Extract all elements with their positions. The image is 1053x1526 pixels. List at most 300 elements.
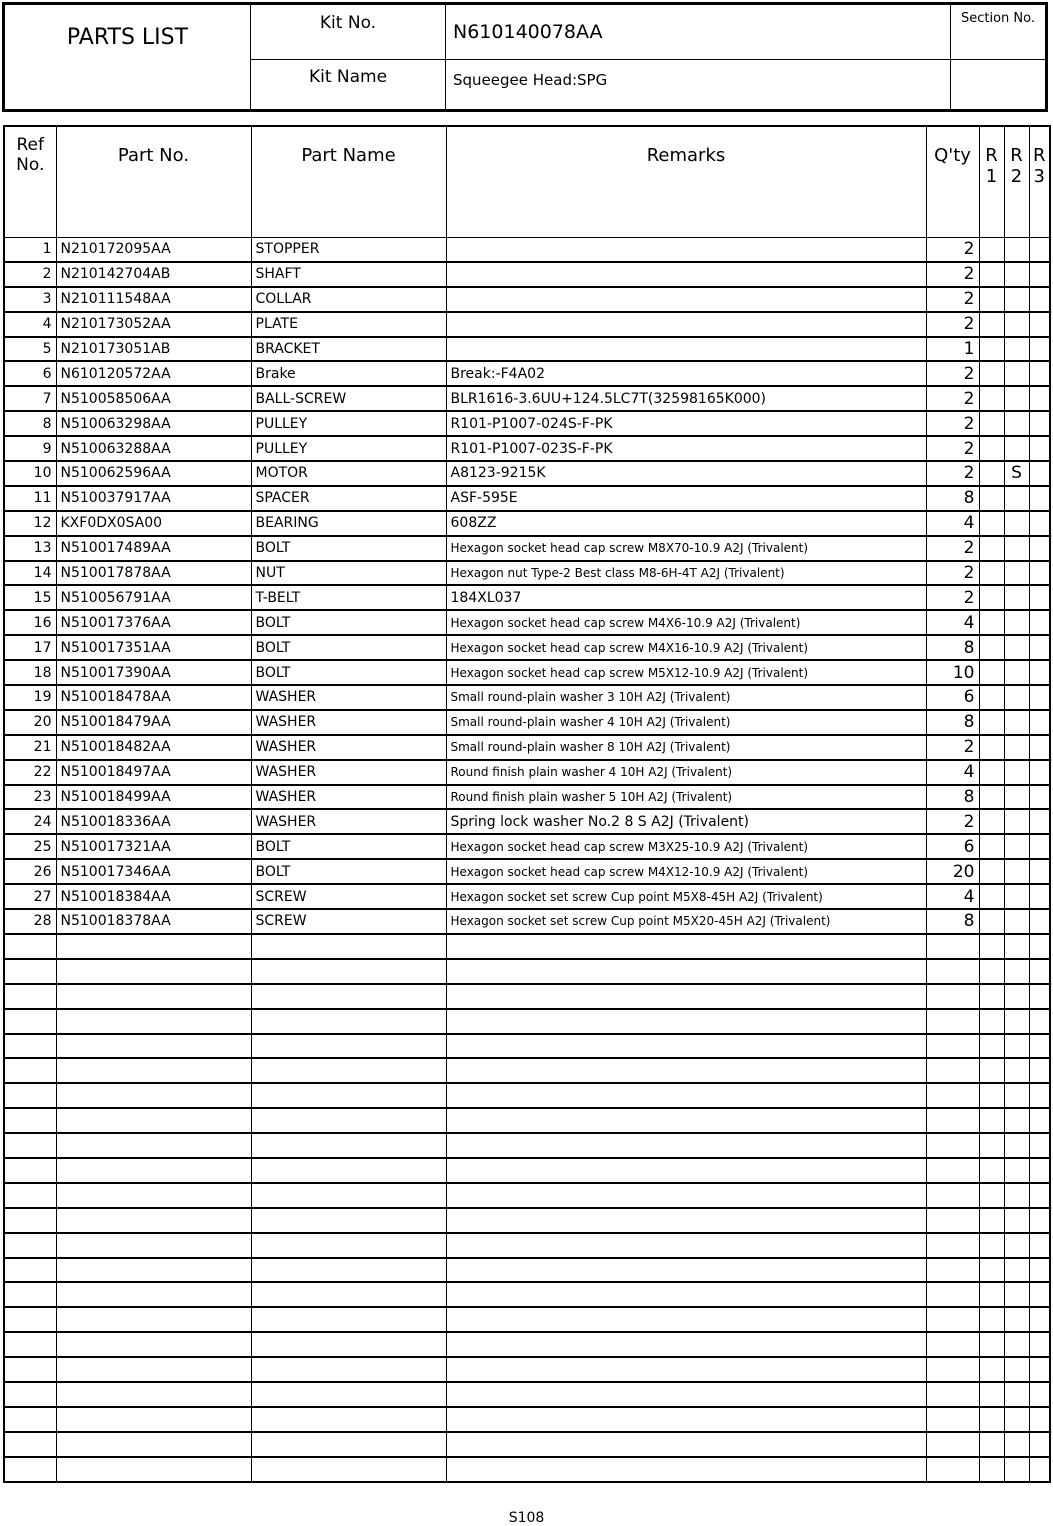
col-r2: R 2 [1004,126,1029,238]
cell-remarks: A8123-9215K [446,461,926,486]
cell-part-no [56,1158,251,1183]
cell-part-name [251,1133,446,1158]
cell-r1 [979,685,1004,710]
cell-r3 [1029,809,1050,834]
cell-r3 [1029,834,1050,859]
cell-remarks: Hexagon nut Type-2 Best class M8-6H-4T A2J (Trivalent) [446,561,926,586]
cell-remarks: Hexagon socket set screw Cup point M5X8-45H A2J (Trivalent) [446,884,926,909]
cell-r2 [1004,809,1029,834]
cell-r1 [979,361,1004,386]
cell-r1 [979,411,1004,436]
cell-ref [4,1183,56,1208]
cell-r1 [979,1034,1004,1059]
cell-ref: 23 [4,785,56,810]
cell-part-no: N510017489AA [56,536,251,561]
cell-r2 [1004,1034,1029,1059]
cell-r2 [1004,760,1029,785]
kit-header [2,2,1048,112]
cell-remarks [446,337,926,362]
cell-r1 [979,1457,1004,1482]
cell-qty [926,1183,979,1208]
cell-ref: 19 [4,685,56,710]
cell-r1 [979,1357,1004,1382]
cell-ref [4,1158,56,1183]
cell-part-name: WASHER [251,785,446,810]
kit-name-value: Squeegee Head:SPG [446,59,951,109]
col-r3: R 3 [1029,126,1050,238]
cell-remarks [446,312,926,337]
table-row [4,287,1050,312]
table-row [4,610,1050,635]
cell-r3 [1029,959,1050,984]
empty-row [4,1009,1050,1034]
cell-remarks [446,1382,926,1407]
cell-ref: 9 [4,436,56,461]
cell-r1 [979,585,1004,610]
cell-ref: 4 [4,312,56,337]
cell-part-name: PULLEY [251,411,446,436]
cell-r3 [1029,1233,1050,1258]
cell-part-name: BOLT [251,859,446,884]
cell-r3 [1029,1282,1050,1307]
cell-qty: 2 [926,536,979,561]
cell-ref: 25 [4,834,56,859]
cell-r1 [979,660,1004,685]
cell-r2 [1004,984,1029,1009]
table-row [4,361,1050,386]
cell-remarks [446,934,926,959]
cell-part-name [251,1233,446,1258]
cell-part-name: SCREW [251,884,446,909]
cell-ref [4,1457,56,1482]
cell-r1 [979,1009,1004,1034]
cell-qty [926,1108,979,1133]
cell-r2 [1004,685,1029,710]
cell-r1 [979,959,1004,984]
cell-r2 [1004,585,1029,610]
table-row [4,735,1050,760]
cell-r1 [979,760,1004,785]
cell-r3 [1029,610,1050,635]
cell-r3 [1029,1183,1050,1208]
cell-r1 [979,934,1004,959]
page-number: S108 [508,1510,545,1526]
cell-r2 [1004,1108,1029,1133]
cell-r2 [1004,1307,1029,1332]
cell-part-name: BALL-SCREW [251,386,446,411]
cell-r3 [1029,461,1050,486]
cell-ref: 22 [4,760,56,785]
cell-remarks [446,1258,926,1283]
cell-r2 [1004,1457,1029,1482]
cell-part-no: N210142704AB [56,262,251,287]
col-part-name: Part Name [251,126,446,238]
cell-r3 [1029,934,1050,959]
cell-r1 [979,386,1004,411]
cell-part-name: NUT [251,561,446,586]
cell-r1 [979,1158,1004,1183]
cell-qty: 20 [926,859,979,884]
cell-part-no [56,1034,251,1059]
cell-r1 [979,238,1004,262]
cell-r2 [1004,859,1029,884]
cell-ref: 26 [4,859,56,884]
cell-ref [4,1332,56,1357]
cell-qty [926,1233,979,1258]
cell-part-name: WASHER [251,760,446,785]
cell-r3 [1029,1034,1050,1059]
cell-r3 [1029,635,1050,660]
cell-qty [926,1009,979,1034]
cell-r2 [1004,1183,1029,1208]
cell-ref [4,1133,56,1158]
cell-part-no: N210173051AB [56,337,251,362]
cell-ref [4,1034,56,1059]
cell-r2 [1004,934,1029,959]
cell-part-name: BOLT [251,834,446,859]
cell-part-no: N210111548AA [56,287,251,312]
cell-r3 [1029,685,1050,710]
cell-remarks [446,1208,926,1233]
empty-row [4,984,1050,1009]
cell-ref [4,1208,56,1233]
cell-ref [4,1307,56,1332]
cell-r1 [979,834,1004,859]
cell-part-name [251,959,446,984]
cell-r3 [1029,1457,1050,1482]
cell-remarks [446,1332,926,1357]
cell-part-no: N510017376AA [56,610,251,635]
cell-r1 [979,710,1004,735]
cell-part-name [251,1407,446,1432]
cell-part-name [251,1083,446,1108]
cell-part-no [56,1457,251,1482]
cell-r1 [979,735,1004,760]
cell-r1 [979,610,1004,635]
cell-r1 [979,859,1004,884]
cell-qty [926,984,979,1009]
cell-r2 [1004,1357,1029,1382]
cell-qty: 4 [926,884,979,909]
cell-remarks [446,1357,926,1382]
cell-part-no: N510017346AA [56,859,251,884]
cell-r3 [1029,1307,1050,1332]
cell-r2 [1004,561,1029,586]
cell-r1 [979,884,1004,909]
cell-r2 [1004,710,1029,735]
cell-r2 [1004,1407,1029,1432]
cell-qty: 8 [926,486,979,511]
cell-part-name: BOLT [251,635,446,660]
cell-r3 [1029,1382,1050,1407]
cell-ref: 14 [4,561,56,586]
cell-remarks: Small round-plain washer 8 10H A2J (Trivalent) [446,735,926,760]
cell-r1 [979,1233,1004,1258]
cell-ref: 6 [4,361,56,386]
cell-part-no: N510056791AA [56,585,251,610]
table-row [4,785,1050,810]
cell-ref [4,1083,56,1108]
cell-qty: 1 [926,337,979,362]
empty-row [4,1183,1050,1208]
table-row [4,337,1050,362]
table-row [4,809,1050,834]
empty-row [4,1382,1050,1407]
cell-ref: 8 [4,411,56,436]
cell-remarks: Small round-plain washer 4 10H A2J (Trivalent) [446,710,926,735]
empty-row [4,1282,1050,1307]
table-row [4,511,1050,536]
cell-part-name: BOLT [251,660,446,685]
cell-part-no [56,1332,251,1357]
cell-r2 [1004,785,1029,810]
section-no-label: Section No. [960,11,1035,26]
cell-r2 [1004,1158,1029,1183]
cell-r1 [979,1432,1004,1457]
cell-r3 [1029,486,1050,511]
cell-r3 [1029,287,1050,312]
cell-r1 [979,635,1004,660]
table-row [4,685,1050,710]
cell-r2 [1004,1233,1029,1258]
cell-part-no [56,1357,251,1382]
cell-qty: 2 [926,312,979,337]
cell-r1 [979,785,1004,810]
cell-r2 [1004,1432,1029,1457]
cell-r3 [1029,1009,1050,1034]
cell-qty: 2 [926,287,979,312]
cell-r2 [1004,1258,1029,1283]
cell-remarks [446,1307,926,1332]
cell-qty [926,1158,979,1183]
cell-part-no: N510017878AA [56,561,251,586]
cell-ref [4,1233,56,1258]
cell-ref [4,1258,56,1283]
cell-part-name [251,1058,446,1083]
cell-part-no [56,1258,251,1283]
cell-ref [4,1382,56,1407]
cell-qty: 2 [926,238,979,262]
cell-qty: 2 [926,436,979,461]
cell-ref: 18 [4,660,56,685]
cell-qty [926,1457,979,1482]
cell-qty [926,1034,979,1059]
empty-row [4,1158,1050,1183]
empty-row [4,1133,1050,1158]
cell-ref [4,1009,56,1034]
cell-r2 [1004,1133,1029,1158]
cell-qty [926,1382,979,1407]
cell-part-name [251,1158,446,1183]
cell-r3 [1029,884,1050,909]
cell-r3 [1029,411,1050,436]
cell-r1 [979,1307,1004,1332]
cell-part-no: N510062596AA [56,461,251,486]
cell-part-name [251,1307,446,1332]
cell-part-no: N210173052AA [56,312,251,337]
cell-r3 [1029,1158,1050,1183]
cell-r3 [1029,984,1050,1009]
empty-row [4,1332,1050,1357]
table-row [4,710,1050,735]
kit-no-value: N610140078AA [446,5,951,59]
cell-r3 [1029,1133,1050,1158]
cell-ref [4,1108,56,1133]
cell-ref: 2 [4,262,56,287]
cell-remarks: Round finish plain washer 5 10H A2J (Trivalent) [446,785,926,810]
cell-ref [4,1407,56,1432]
cell-qty [926,1083,979,1108]
cell-ref: 28 [4,909,56,934]
cell-r3 [1029,710,1050,735]
cell-part-no [56,1183,251,1208]
cell-part-no [56,1432,251,1457]
cell-part-name [251,1034,446,1059]
cell-ref: 20 [4,710,56,735]
cell-part-name: BRACKET [251,337,446,362]
cell-remarks [446,238,926,262]
cell-r3 [1029,361,1050,386]
cell-ref: 24 [4,809,56,834]
cell-remarks [446,1233,926,1258]
cell-remarks [446,1158,926,1183]
cell-part-name: PLATE [251,312,446,337]
cell-qty: 8 [926,785,979,810]
cell-remarks: Hexagon socket head cap screw M4X16-10.9 A2J (Trivalent) [446,635,926,660]
cell-part-no: N210172095AA [56,238,251,262]
cell-part-no: KXF0DX0SA00 [56,511,251,536]
cell-ref: 27 [4,884,56,909]
cell-ref: 13 [4,536,56,561]
cell-r1 [979,262,1004,287]
cell-remarks: BLR1616-3.6UU+124.5LC7T(32598165K000) [446,386,926,411]
cell-part-name [251,1282,446,1307]
cell-qty [926,959,979,984]
table-row [4,585,1050,610]
cell-part-name: MOTOR [251,461,446,486]
empty-row [4,1357,1050,1382]
cell-r3 [1029,262,1050,287]
cell-ref: 12 [4,511,56,536]
cell-part-no: N510063298AA [56,411,251,436]
cell-qty [926,934,979,959]
cell-part-no: N510018499AA [56,785,251,810]
cell-qty [926,1432,979,1457]
cell-qty: 2 [926,411,979,436]
cell-qty: 2 [926,386,979,411]
cell-r1 [979,1183,1004,1208]
cell-part-name [251,1183,446,1208]
cell-remarks: Spring lock washer No.2 8 S A2J (Trivalent) [446,809,926,834]
cell-r1 [979,1208,1004,1233]
cell-remarks [446,1009,926,1034]
cell-qty [926,1058,979,1083]
cell-r2 [1004,361,1029,386]
cell-remarks [446,1083,926,1108]
table-row [4,760,1050,785]
cell-remarks: Hexagon socket head cap screw M4X6-10.9 A2J (Trivalent) [446,610,926,635]
cell-ref: 15 [4,585,56,610]
cell-ref [4,959,56,984]
col-ref: Ref No. [4,126,56,238]
cell-r2 [1004,511,1029,536]
col-remarks: Remarks [446,126,926,238]
cell-remarks: Hexagon socket head cap screw M3X25-10.9 A2J (Trivalent) [446,834,926,859]
cell-part-no [56,984,251,1009]
cell-part-name: BEARING [251,511,446,536]
cell-qty: 8 [926,909,979,934]
cell-part-name [251,1382,446,1407]
cell-r3 [1029,859,1050,884]
cell-remarks [446,1133,926,1158]
cell-part-no [56,959,251,984]
cell-part-name: PULLEY [251,436,446,461]
table-row [4,486,1050,511]
cell-qty [926,1407,979,1432]
cell-part-no: N510018479AA [56,710,251,735]
cell-r1 [979,287,1004,312]
cell-part-name [251,1208,446,1233]
cell-qty: 10 [926,660,979,685]
cell-qty: 2 [926,585,979,610]
cell-r1 [979,1083,1004,1108]
table-header-row [4,126,1050,238]
cell-part-no: N510017321AA [56,834,251,859]
cell-r2: S [1004,461,1029,486]
cell-r2 [1004,735,1029,760]
cell-r2 [1004,1009,1029,1034]
cell-ref: 16 [4,610,56,635]
cell-r2 [1004,536,1029,561]
empty-row [4,1108,1050,1133]
cell-part-no: N510017351AA [56,635,251,660]
cell-remarks [446,984,926,1009]
table-row [4,884,1050,909]
cell-r1 [979,461,1004,486]
empty-row [4,1034,1050,1059]
cell-r3 [1029,735,1050,760]
cell-r2 [1004,436,1029,461]
empty-row [4,1307,1050,1332]
cell-r1 [979,486,1004,511]
cell-part-name: SPACER [251,486,446,511]
cell-r1 [979,1258,1004,1283]
cell-qty: 8 [926,635,979,660]
cell-r1 [979,511,1004,536]
cell-r1 [979,984,1004,1009]
cell-r2 [1004,386,1029,411]
cell-r3 [1029,1432,1050,1457]
table-row [4,386,1050,411]
cell-part-name: SHAFT [251,262,446,287]
cell-part-no [56,1208,251,1233]
cell-r1 [979,1058,1004,1083]
cell-part-name: WASHER [251,710,446,735]
cell-ref: 5 [4,337,56,362]
cell-part-no [56,934,251,959]
cell-remarks [446,959,926,984]
table-row [4,238,1050,262]
cell-r3 [1029,337,1050,362]
cell-qty: 4 [926,511,979,536]
cell-ref [4,1058,56,1083]
cell-part-no: N510018482AA [56,735,251,760]
cell-part-name: Brake [251,361,446,386]
cell-remarks [446,1058,926,1083]
empty-row [4,1258,1050,1283]
cell-part-no: N510037917AA [56,486,251,511]
cell-qty [926,1208,979,1233]
